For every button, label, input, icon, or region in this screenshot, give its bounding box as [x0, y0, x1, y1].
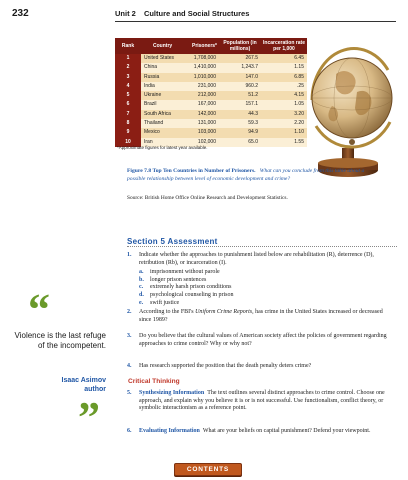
section-rule — [127, 246, 397, 247]
rank-cell: 10 — [115, 138, 141, 147]
subitem-letter: b. — [139, 276, 144, 283]
question-number: 4. — [127, 363, 132, 369]
population-cell: 51.2 — [219, 91, 261, 100]
country-cell: Mexico — [141, 128, 184, 137]
prisoners-table — [115, 38, 307, 147]
rank-cell: 2 — [115, 63, 141, 72]
unit-label: Unit 2 — [115, 9, 136, 18]
table-row — [115, 110, 307, 119]
table-row — [115, 119, 307, 128]
country-cell: Thailand — [141, 119, 184, 128]
rank-cell: 8 — [115, 119, 141, 128]
country-cell: Iran — [141, 138, 184, 147]
table-row — [115, 128, 307, 137]
population-cell: 44.3 — [219, 110, 261, 119]
question-text: Do you believe that the cultural values of American society affect the policies of government regarding approaches to crime control? Why or why not? — [139, 333, 387, 347]
subitem-text: swift justice — [150, 299, 180, 306]
close-quote-mark: ” — [78, 393, 100, 442]
rate-cell: 1.55 — [261, 138, 307, 147]
page-number: 232 — [12, 8, 29, 19]
country-cell: Ukraine — [141, 91, 184, 100]
rate-cell: 6.45 — [261, 54, 307, 63]
table-row — [115, 73, 307, 82]
subitem-letter: c. — [139, 284, 144, 291]
rank-cell: 3 — [115, 73, 141, 82]
rank-cell: 1 — [115, 54, 141, 63]
population-cell: 65.0 — [219, 138, 261, 147]
rate-cell: 1.15 — [261, 63, 307, 72]
figure-label: Figure 7.8 — [127, 168, 152, 174]
section-title: Section 5 Assessment — [127, 237, 218, 246]
table-row — [115, 54, 307, 63]
running-head — [115, 9, 249, 18]
country-cell: South Africa — [141, 110, 184, 119]
col-rank: Rank — [115, 38, 141, 54]
col-population: Population (in millions) — [219, 38, 261, 54]
population-cell: 147.0 — [219, 73, 261, 82]
question-text: Synthesizing Information The text outlines several distinct approaches to crime control. Choose one approach, and explain why you believe it is or is not successful. Use functionalism, conflict theory, or symbolic interactionism as a reference point. — [139, 390, 385, 412]
country-cell: United States — [141, 54, 184, 63]
figure-question: What can you conclude from this table about a possible relationship between level of economic development and crime? — [127, 168, 365, 182]
quote-author: Isaac Asimov — [61, 377, 106, 384]
question-number: 1. — [127, 252, 132, 258]
rank-cell: 6 — [115, 100, 141, 109]
figure-title: Top Ten Countries in Number of Prisoners. — [152, 168, 256, 174]
question-number: 5. — [127, 390, 132, 396]
subitem-text: imprisonment without parole — [150, 269, 220, 275]
rank-cell: 9 — [115, 128, 141, 137]
col-rate: Incarceration rate per 1,000 — [261, 38, 307, 54]
rate-cell: 2.20 — [261, 119, 307, 128]
country-cell: Brazil — [141, 100, 184, 109]
prisoners-cell: 1,708,000 — [184, 54, 219, 63]
table-row — [115, 82, 307, 91]
rank-cell: 7 — [115, 110, 141, 119]
population-cell: 960.2 — [219, 82, 261, 91]
question-number: 2. — [127, 309, 132, 315]
globe-image — [302, 30, 398, 180]
rank-cell: 5 — [115, 91, 141, 100]
question-text: Indicate whether the approaches to punishment listed below are rehabilitation (R), deterrence (D), retribution (Rb), or incarceration (I). — [139, 252, 374, 266]
subitem-text: longer prison sentences — [150, 276, 207, 283]
quote-attribution — [8, 376, 106, 394]
table-note: *Approximate figures for latest year available. — [117, 145, 208, 150]
prisoners-cell: 1,410,000 — [184, 63, 219, 72]
country-cell: Russia — [141, 73, 184, 82]
open-quote-mark: “ — [28, 285, 50, 334]
header-rule — [115, 21, 396, 22]
population-cell: 157.1 — [219, 100, 261, 109]
rate-cell: 6.85 — [261, 73, 307, 82]
country-cell: India — [141, 82, 184, 91]
question-text: According to the FBI's Uniform Crime Reports, has crime in the United States increased or decreased since 1989? — [139, 309, 383, 323]
critical-thinking-heading: Critical Thinking — [128, 378, 180, 385]
population-cell: 1,243.7 — [219, 63, 261, 72]
rank-cell: 4 — [115, 82, 141, 91]
prisoners-cell: 231,000 — [184, 82, 219, 91]
quote-text: Violence is the last refuge of the incompetent. — [14, 331, 106, 350]
country-cell: China — [141, 63, 184, 72]
rate-cell: 1.05 — [261, 100, 307, 109]
prisoners-cell: 212,000 — [184, 91, 219, 100]
rate-cell: 1.10 — [261, 128, 307, 137]
question-text: Evaluating Information What are your beliefs on capital punishment? Defend your viewpoint. — [139, 428, 371, 434]
rate-cell: 4.15 — [261, 91, 307, 100]
table-row — [115, 63, 307, 72]
prisoners-cell: 131,000 — [184, 119, 219, 128]
subitem-text: psychological counseling in prison — [150, 292, 234, 299]
unit-title: Culture and Social Structures — [143, 9, 250, 18]
figure-source: Source: British Home Office Online Research and Development Statistics. — [127, 195, 288, 201]
prisoners-cell: 102,000 — [184, 138, 219, 147]
contents-button[interactable]: CONTENTS — [174, 463, 242, 476]
subitem-text: extremely harsh prison conditions — [150, 284, 232, 291]
table-row — [115, 91, 307, 100]
col-country: Country — [141, 38, 184, 54]
figure-caption — [127, 168, 382, 183]
table-header-row — [115, 38, 307, 54]
subitem-letter: e. — [139, 299, 144, 306]
prisoners-cell: 103,000 — [184, 128, 219, 137]
population-cell: 59.3 — [219, 119, 261, 128]
prisoners-cell: 1,010,000 — [184, 73, 219, 82]
question-number: 3. — [127, 333, 132, 339]
population-cell: 267.5 — [219, 54, 261, 63]
question-text: Has research supported the position that the death penalty deters crime? — [139, 363, 312, 369]
quote-author-role: author — [84, 386, 106, 393]
prisoners-cell: 142,000 — [184, 110, 219, 119]
prisoners-cell: 167,000 — [184, 100, 219, 109]
col-prisoners: Prisoners* — [184, 38, 219, 54]
table-row — [115, 100, 307, 109]
question-number: 6. — [127, 428, 132, 434]
rate-cell: .25 — [261, 82, 307, 91]
population-cell: 94.9 — [219, 128, 261, 137]
subitem-letter: a. — [139, 269, 144, 275]
rate-cell: 3.20 — [261, 110, 307, 119]
subitem-letter: d. — [139, 292, 144, 299]
